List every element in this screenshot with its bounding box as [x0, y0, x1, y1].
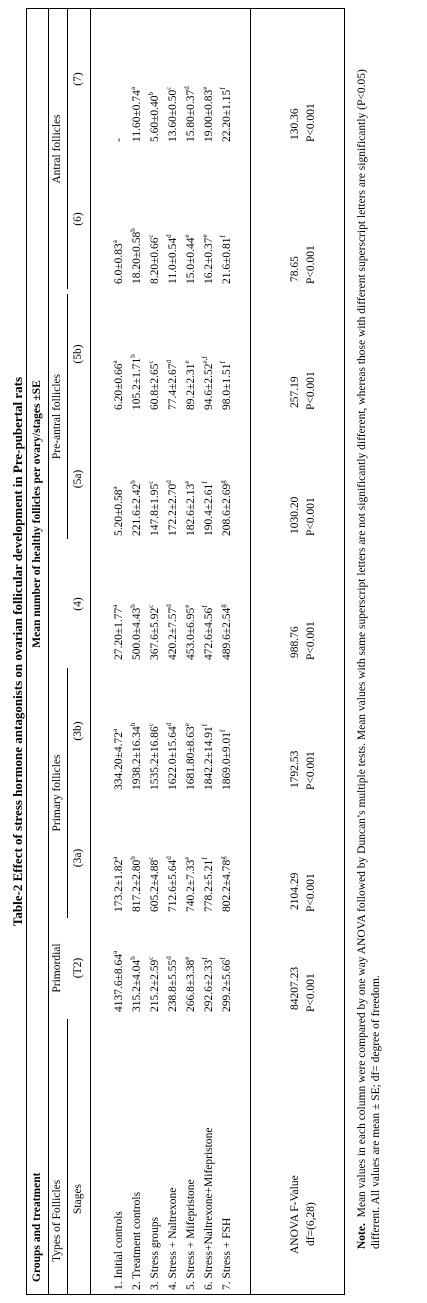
table-cell: [167, 856, 179, 912]
cell-value: 6.20±0.66: [113, 363, 125, 410]
table-cell: [221, 856, 233, 912]
table-cell: [221, 87, 233, 142]
cell-superscript: g: [219, 480, 228, 484]
cell-value: 817.2±2.80: [131, 859, 143, 912]
anova-value: 1792.53: [289, 750, 301, 788]
cell-value: 215.2±2.59: [149, 959, 161, 1012]
cell-superscript: c: [147, 604, 156, 608]
cell-superscript: d: [165, 234, 174, 238]
cell-superscript: f: [201, 723, 210, 727]
anova-value: 130.36: [289, 108, 301, 140]
table-cell: [185, 723, 197, 790]
cell-superscript: b: [147, 91, 156, 96]
cell-superscript: f: [201, 481, 210, 484]
anova-value: 84207.23: [289, 966, 301, 1010]
cell-superscript: e: [183, 480, 192, 484]
cell-value: -: [113, 138, 125, 142]
cell-superscript: c: [147, 723, 156, 727]
cell-superscript: a: [111, 604, 120, 608]
anova-value: 257.19: [289, 376, 301, 408]
header-rule: [48, 9, 49, 1294]
table-cell: [131, 228, 143, 284]
cell-value: 1938.2±16.34: [131, 726, 143, 790]
table-cell: [113, 605, 125, 660]
cell-value: 453.0±6.95: [185, 607, 197, 660]
cell-superscript: f: [219, 235, 228, 238]
group-label: 2. Treatment controls: [131, 1191, 143, 1290]
table-cell: [221, 604, 233, 660]
cell-superscript: d: [165, 359, 174, 364]
cell-superscript: e: [183, 234, 192, 238]
table-cell: [149, 92, 161, 142]
table-cell: [185, 86, 197, 142]
cell-value: 802.2±4.78: [221, 859, 233, 912]
table-cell: [167, 360, 179, 410]
table-cell: [113, 240, 125, 284]
cell-superscript: e: [183, 360, 192, 364]
cell-value: 172.2±2.70: [167, 483, 179, 536]
cell-superscript: a: [111, 486, 120, 490]
table-cell: [185, 234, 197, 284]
table-cell: [203, 87, 215, 142]
cell-superscript: b: [129, 856, 138, 860]
cell-value: 6.0±0.83: [113, 243, 125, 284]
table-cell: [131, 856, 143, 912]
table-cell: [113, 857, 125, 912]
cell-value: 16.2±0.37: [203, 237, 215, 284]
table-cell: [203, 234, 215, 284]
cell-value: 315.2±4.04: [131, 959, 143, 1012]
table-cell: [221, 361, 233, 410]
group-label: 7. Stress + FSH: [221, 1217, 233, 1290]
cell-value: 740.2±7.33: [185, 859, 197, 912]
table-cell: [113, 138, 125, 142]
cell-value: 334.20±4.72: [113, 731, 125, 790]
cell-superscript: f: [219, 361, 228, 364]
cell-superscript: a: [111, 728, 120, 732]
cell-value: 94.6±2.52: [203, 363, 215, 410]
cell-value: 77.4±2.67: [167, 363, 179, 410]
col-header: (7): [72, 72, 84, 86]
cell-superscript: e: [183, 856, 192, 860]
cell-superscript: c: [147, 480, 156, 484]
table-cell: [221, 480, 233, 536]
cell-value: 299.2±5.66: [221, 959, 233, 1012]
preantral-header: Pre-antral follicles: [51, 373, 63, 460]
table-cell: [203, 605, 215, 660]
primordial-header: Primordial: [51, 943, 63, 993]
cell-superscript: c: [165, 86, 174, 90]
table-cell: [185, 481, 197, 536]
cell-value: 15.0±0.44: [185, 237, 197, 284]
cell-superscript: d: [165, 722, 174, 727]
cell-value: 1622.0±15.64: [167, 726, 179, 790]
table-cell: [167, 723, 179, 790]
groups-and-treatment-header: Groups and treatment: [31, 1172, 43, 1282]
anova-p-value: P<0.001: [305, 621, 317, 660]
table-cell: [149, 723, 161, 790]
cell-value: 27.20±1.77: [113, 607, 125, 660]
note-text: Mean values in each column were compared by one way ANOVA followed by Duncan’s multiple tests. Mean values with same superscript letters are not significantly different, whereas those with different superscript letters are significantly (P<0.05) different. All values are mean ± SE; df= degree of freedom.: [356, 69, 382, 1249]
cell-value: 221.6±2.42: [131, 483, 143, 536]
group-label: 6. Stress+Naltrexone+Mifepristone: [203, 1127, 215, 1290]
cell-value: 238.8±5.55: [167, 959, 179, 1012]
table-cell: [221, 957, 233, 1012]
col-header: (5b): [72, 344, 84, 364]
cell-value: 1842.2±14.91: [203, 726, 215, 790]
mean-number-header: Mean number of healthy follicles per ovary/stages ±SE: [31, 380, 43, 648]
table-cell: [167, 956, 179, 1012]
anova-p-value: P<0.001: [305, 497, 317, 536]
table-cell: [203, 857, 215, 912]
cell-value: 60.8±2.65: [149, 363, 161, 410]
cell-superscript: f: [201, 857, 210, 860]
cell-superscript: c: [147, 360, 156, 364]
cell-value: 190.4±2.61: [203, 483, 215, 536]
cell-superscript: d: [165, 956, 174, 960]
primary-rule: [67, 668, 68, 918]
cell-value: 18.20±0.58: [131, 231, 143, 284]
table-cell: [203, 957, 215, 1012]
anova-p-value: P<0.001: [305, 245, 317, 284]
cell-value: 22.20±1.15: [221, 89, 233, 142]
cell-value: 19.00±0.83: [203, 89, 215, 142]
cell-value: 13.60±0.50: [167, 89, 179, 142]
cell-value: 489.6±2.54: [221, 607, 233, 660]
table-cell: [149, 605, 161, 660]
table-cell: [185, 857, 197, 912]
table-cell: [131, 604, 143, 660]
cell-value: 292.6±2.33: [203, 959, 215, 1012]
table-cell: [185, 360, 197, 410]
cell-value: 1681.80±8.63: [185, 726, 197, 790]
table-cell: [167, 87, 179, 142]
col-header: (5a): [72, 469, 84, 489]
cell-superscript: a: [111, 950, 120, 954]
anova-p-value: P<0.001: [305, 973, 317, 1012]
table-cell: [113, 729, 125, 790]
table-cell: [113, 951, 125, 1012]
types-of-follicles-header: Types of Follicles: [51, 1179, 63, 1262]
cell-superscript: b: [129, 604, 138, 608]
cell-value: 182.6±2.13: [185, 483, 197, 536]
table-cell: [185, 605, 197, 660]
cell-superscript: e: [183, 604, 192, 608]
cell-superscript: b: [129, 480, 138, 484]
cell-value: 712.6±5.64: [167, 859, 179, 912]
anova-value: 78.65: [289, 256, 301, 282]
anova-p-value: P<0.001: [305, 371, 317, 410]
stages-header: Stages: [72, 1183, 84, 1214]
cell-value: 8.20±0.66: [149, 237, 161, 284]
col-header: (3a): [72, 848, 84, 868]
data-table: [26, 8, 345, 1295]
table-cell: [149, 360, 161, 410]
cell-superscript: g: [219, 604, 228, 608]
anova-value: 1030.20: [289, 496, 301, 534]
table-cell: [221, 235, 233, 284]
table-cell: [149, 957, 161, 1012]
group-label: 5. Stress + Mifepristone: [185, 1179, 197, 1290]
cell-superscript: f: [219, 729, 228, 732]
anova-p-value: P<0.001: [305, 873, 317, 912]
table-cell: [221, 730, 233, 790]
cell-superscript: e,f: [201, 356, 210, 364]
table-note: [355, 29, 383, 1249]
cell-superscript: d: [165, 604, 174, 608]
cell-value: 147.8±1.95: [149, 483, 161, 536]
cell-superscript: c: [147, 956, 156, 960]
cell-superscript: d: [165, 856, 174, 860]
cell-value: 11.0±0.54: [167, 237, 179, 284]
cell-superscript: b: [129, 228, 138, 232]
cell-value: 89.2±2.31: [185, 363, 197, 410]
group-label: 3. Stress groups: [149, 1216, 161, 1290]
group-label: 1. Initial controls: [113, 1211, 125, 1290]
table-cell: [131, 87, 143, 142]
cell-value: 5.20±0.58: [113, 489, 125, 536]
cell-value: 4137.6±8.64: [113, 953, 125, 1012]
cell-superscript: e: [183, 956, 192, 960]
anova-p-value: P<0.001: [305, 103, 317, 142]
cell-value: 266.8±3.38: [185, 959, 197, 1012]
cell-superscript: e: [183, 723, 192, 727]
cell-superscript: f: [201, 957, 210, 960]
cell-value: 208.6±2.69: [221, 483, 233, 536]
cell-superscript: c: [147, 234, 156, 238]
cell-superscript: b: [129, 722, 138, 727]
cell-superscript: a: [111, 856, 120, 860]
table-cell: [185, 957, 197, 1012]
cell-value: 98.0±1.51: [221, 363, 233, 410]
cell-value: 420.2±7.57: [167, 607, 179, 660]
table-cell: [131, 354, 143, 410]
cell-superscript: e: [201, 86, 210, 90]
cell-value: 367.6±5.92: [149, 607, 161, 660]
table-cell: [203, 356, 215, 410]
anova-value: 2104.29: [289, 872, 301, 910]
table-title: Table-2 Effect of stress hormone antagonists on ovarian follicular development in Pre-pubertal rats: [10, 376, 25, 927]
cell-value: 5.60±0.40: [149, 95, 161, 142]
cell-superscript: a: [111, 360, 120, 364]
types-rule: [67, 1019, 68, 1294]
cell-value: 173.2±1.82: [113, 859, 125, 912]
cell-superscript: e: [201, 234, 210, 238]
cell-value: 11.60±0.74: [131, 90, 143, 142]
cell-superscript: b: [129, 354, 138, 358]
cell-superscript: g: [219, 856, 228, 860]
cell-value: 1869.0±9.01: [221, 731, 233, 790]
cell-value: 500.0±4.43: [131, 607, 143, 660]
anova-df: df=(6,28): [305, 1202, 317, 1246]
table-cell: [131, 480, 143, 536]
table-cell: [131, 956, 143, 1012]
cell-superscript: a: [129, 87, 138, 91]
preantral-rule: [67, 294, 68, 539]
table-cell: [113, 486, 125, 536]
table-cell: [203, 724, 215, 790]
cell-value: 605.2±4.88: [149, 859, 161, 912]
cell-value: 778.2±5.21: [203, 859, 215, 912]
table-cell: [167, 234, 179, 284]
table-cell: [149, 234, 161, 284]
table-cell: [167, 480, 179, 536]
cell-value: 1535.2±16.86: [149, 726, 161, 790]
table-cell: [203, 481, 215, 536]
cell-value: 105.2±1.71: [131, 357, 143, 410]
cell-value: 472.6±4.56: [203, 607, 215, 660]
cell-value: 15.80±0.37: [185, 89, 197, 142]
antral-header: Antral follicles: [51, 114, 63, 184]
cell-superscript: d: [165, 480, 174, 484]
cell-superscript: a: [111, 240, 120, 244]
anova-label: ANOVA F-Value: [289, 1175, 301, 1254]
table-cell: [131, 723, 143, 790]
col-header: (3b): [72, 721, 84, 741]
anova-value: 988.76: [289, 626, 301, 658]
cell-value: 21.6±0.81: [221, 237, 233, 284]
group-label: 4. Stress + Naltrexone: [167, 1187, 179, 1290]
table-cell: [113, 360, 125, 410]
anova-p-value: P<0.001: [305, 751, 317, 790]
cell-superscript: f: [219, 87, 228, 90]
cell-superscript: c: [147, 856, 156, 860]
table-cell: [149, 857, 161, 912]
cell-superscript: f: [219, 957, 228, 960]
table-cell: [167, 604, 179, 660]
col-header: (4): [72, 597, 84, 611]
note-label: Note.: [356, 1223, 368, 1249]
col-header: (6): [72, 212, 84, 226]
col-header: (T2): [72, 957, 84, 979]
header-bottom-rule: [90, 9, 91, 1294]
primary-header: Primary follicles: [51, 754, 63, 832]
cell-superscript: b: [129, 956, 138, 960]
rows-bottom-rule: [250, 9, 251, 1294]
antral-rule: [67, 9, 68, 289]
table-cell: [149, 481, 161, 536]
cell-superscript: d: [183, 86, 192, 90]
cell-superscript: f: [201, 605, 210, 608]
